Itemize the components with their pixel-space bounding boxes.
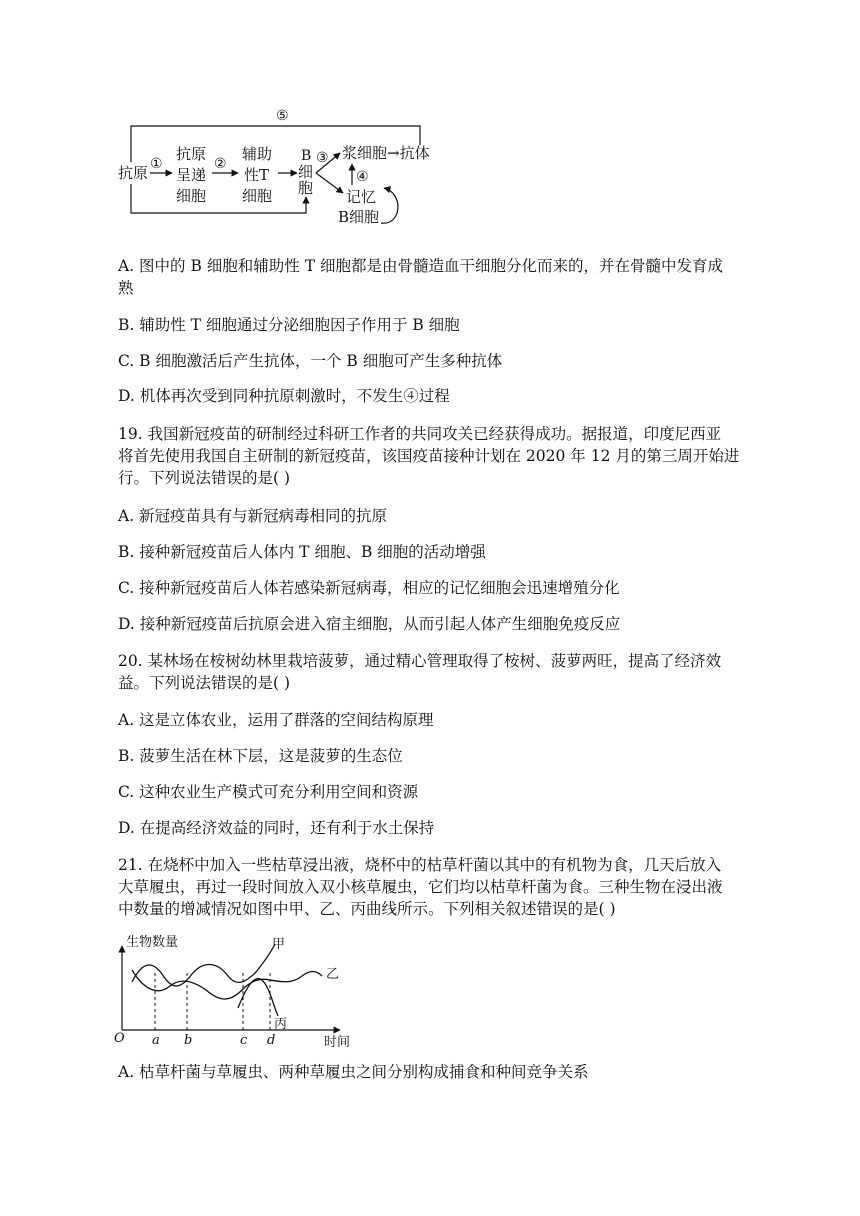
- memory-b-line-1: 记忆: [346, 188, 377, 206]
- q21-stem-2: 大草履虫，再过一段时间放入双小核草履虫，它们均以枯草杆菌为食。三种生物在浸出液: [118, 878, 723, 896]
- plasma-antibody-label: 浆细胞→抗体: [342, 144, 430, 162]
- q20-stem-2: 益。下列说法错误的是( ): [118, 674, 291, 692]
- x-tick-d: d: [267, 1033, 276, 1048]
- memory-b-line-2: B细胞: [338, 208, 380, 226]
- helper-t-line-1: 辅助: [242, 145, 273, 163]
- loop-5-label: ⑤: [276, 108, 289, 124]
- x-tick-b: b: [184, 1033, 193, 1048]
- q18-option-a-cont: 熟: [118, 279, 134, 297]
- q19-option-c: C. 接种新冠疫苗后人体若感染新冠病毒，相应的记忆细胞会迅速增殖分化: [118, 579, 620, 597]
- y-axis-label: 生物数量: [126, 935, 179, 950]
- q19-stem-2: 将首先使用我国自主研制的新冠疫苗，该国疫苗接种计划在 2020 年 12 月的第三周开始进: [118, 447, 740, 465]
- q21-stem-1: 21. 在烧杯中加入一些枯草浸出液，烧杯中的枯草杆菌以其中的有机物为食，几天后放入: [118, 856, 722, 874]
- apc-line-3: 细胞: [176, 187, 207, 205]
- helper-t-line-2: 性T: [244, 166, 270, 184]
- series-label-甲: 甲: [272, 937, 286, 952]
- q18-option-b: B. 辅助性 T 细胞通过分泌细胞因子作用于 B 细胞: [118, 316, 460, 334]
- immune-process-diagram: [0, 0, 860, 240]
- population-chart: [110, 932, 370, 1050]
- q18-option-d: D. 机体再次受到同种抗原刺激时，不发生④过程: [118, 387, 450, 405]
- b-cell-line-2: 细: [298, 163, 314, 181]
- q18-option-c: C. B 细胞激活后产生抗体，一个 B 细胞可产生多种抗体: [118, 352, 503, 370]
- step-1-label: ①: [150, 156, 163, 172]
- q19-stem-3: 行。下列说法错误的是( ): [118, 469, 291, 487]
- q21-stem-3: 中数量的增减情况如图中甲、乙、丙曲线所示。下列相关叙述错误的是( ): [118, 900, 616, 918]
- apc-line-2: 呈递: [176, 166, 207, 184]
- x-axis-label: 时间: [324, 1035, 351, 1050]
- step-3-label: ③: [316, 150, 329, 166]
- q20-option-d: D. 在提高经济效益的同时，还有利于水土保持: [118, 819, 435, 837]
- antigen-to-b-path: [131, 184, 306, 213]
- q19-option-a: A. 新冠疫苗具有与新冠病毒相同的抗原: [118, 507, 388, 525]
- q21-option-a: A. 枯草杆菌与草履虫、两种草履虫之间分别构成捕食和种间竞争关系: [118, 1063, 589, 1081]
- q20-option-a: A. 这是立体农业，运用了群落的空间结构原理: [118, 711, 434, 729]
- x-tick-c: c: [240, 1033, 248, 1048]
- origin-label: O: [114, 1031, 125, 1046]
- q20-stem-1: 20. 某林场在桉树幼林里栽培菠萝，通过精心管理取得了桉树、菠萝两旺，提高了经济效: [118, 652, 722, 670]
- antigen-label: 抗原: [118, 164, 149, 182]
- q19-option-d: D. 接种新冠疫苗后抗原会进入宿主细胞，从而引起人体产生细胞免疫反应: [118, 615, 621, 633]
- q18-option-a: A. 图中的 B 细胞和辅助性 T 细胞都是由骨髓造血干细胞分化而来的，并在骨髓中发育成: [118, 257, 723, 275]
- q19-stem-1: 19. 我国新冠疫苗的研制经过科研工作者的共同攻关已经获得成功。据报道，印度尼西亚: [118, 425, 722, 443]
- x-tick-a: a: [152, 1033, 160, 1048]
- series-label-丙: 丙: [274, 1017, 288, 1032]
- arrow-to-memory: [316, 173, 343, 193]
- b-cell-line-1: B: [301, 148, 312, 164]
- series-label-乙: 乙: [326, 967, 340, 982]
- step-4-label: ④: [356, 169, 369, 185]
- step-2-label: ②: [214, 156, 227, 172]
- q20-option-b: B. 菠萝生活在林下层，这是菠萝的生态位: [118, 747, 403, 765]
- b-cell-line-3: 胞: [298, 179, 314, 197]
- memory-self-loop: [381, 188, 398, 223]
- apc-line-1: 抗原: [176, 145, 207, 163]
- q19-option-b: B. 接种新冠疫苗后人体内 T 细胞、B 细胞的活动增强: [118, 543, 486, 561]
- helper-t-line-3: 细胞: [242, 187, 273, 205]
- curve-丙: [238, 979, 278, 1016]
- q20-option-c: C. 这种农业生产模式可充分利用空间和资源: [118, 783, 419, 801]
